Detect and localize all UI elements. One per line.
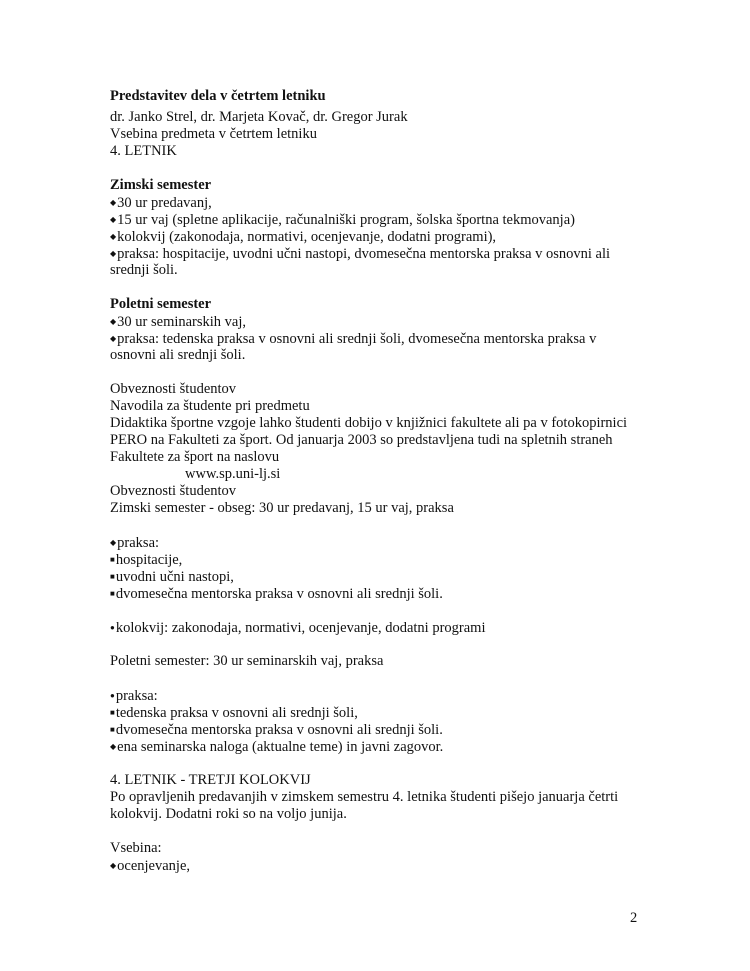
line-text: kolokvij. Dodatni roki so na voljo junija. xyxy=(110,805,347,822)
blank-line xyxy=(110,636,650,653)
text-line xyxy=(110,857,650,874)
text-line xyxy=(110,126,650,143)
text-line xyxy=(110,194,650,211)
text-line xyxy=(110,296,650,313)
square-bullet-icon: ■ xyxy=(110,588,115,598)
line-text: srednji šoli. xyxy=(110,261,178,278)
text-line xyxy=(110,534,650,551)
text-line xyxy=(110,789,650,806)
line-text: dr. Janko Strel, dr. Marjeta Kovač, dr. Gregor Jurak xyxy=(110,108,408,125)
text-line xyxy=(110,619,650,636)
line-text: praksa: hospitacije, uvodni učni nastopi, dvomesečna mentorska praksa v osnovni ali xyxy=(117,245,611,262)
diamond-bullet-icon: ◆ xyxy=(110,214,117,224)
diamond-bullet-icon: ◆ xyxy=(110,860,117,870)
line-text: Zimski semester xyxy=(110,176,212,193)
line-text: Obveznosti študentov xyxy=(110,380,237,397)
text-line xyxy=(110,772,650,789)
text-line xyxy=(110,483,650,500)
blank-line xyxy=(110,823,650,840)
line-text: hospitacije, xyxy=(115,551,183,568)
diamond-bullet-icon: ◆ xyxy=(110,248,117,258)
blank-line xyxy=(110,160,650,177)
line-text: tedenska praksa v osnovni ali srednji šoli, xyxy=(115,704,358,721)
line-text: 4. LETNIK - TRETJI KOLOKVIJ xyxy=(110,771,311,788)
line-text: www.sp.uni-lj.si xyxy=(185,465,281,482)
text-line xyxy=(110,551,650,568)
text-line xyxy=(110,653,650,670)
line-text: praksa: xyxy=(115,687,158,704)
text-line xyxy=(110,449,650,466)
line-text: Vsebina: xyxy=(110,839,162,856)
text-line xyxy=(110,466,650,483)
blank-line xyxy=(110,602,650,619)
line-text: osnovni ali srednji šoli. xyxy=(110,346,246,363)
text-line xyxy=(110,245,650,262)
text-line xyxy=(110,568,650,585)
line-text: Didaktika športne vzgoje lahko študenti dobijo v knjižnici fakultete ali pa v fotokopirnici xyxy=(110,414,628,431)
line-text: dvomesečna mentorska praksa v osnovni ali srednji šoli. xyxy=(115,585,443,602)
line-text: Poletni semester xyxy=(110,295,212,312)
text-line xyxy=(110,347,650,364)
text-line xyxy=(110,415,650,432)
text-line xyxy=(110,143,650,160)
text-line xyxy=(110,211,650,228)
circle-bullet-icon: ● xyxy=(110,622,115,632)
text-line xyxy=(110,381,650,398)
line-text: 4. LETNIK xyxy=(110,142,177,159)
blank-line xyxy=(110,517,650,534)
line-text: praksa: tedenska praksa v osnovni ali srednji šoli, dvomesečna mentorska praksa v xyxy=(117,330,597,347)
square-bullet-icon: ■ xyxy=(110,571,115,581)
blank-line xyxy=(110,755,650,772)
text-line xyxy=(110,398,650,415)
text-line xyxy=(110,806,650,823)
diamond-bullet-icon: ◆ xyxy=(110,316,117,326)
text-line xyxy=(110,738,650,755)
text-line xyxy=(110,585,650,602)
text-line xyxy=(110,432,650,449)
line-text: Navodila za študente pri predmetu xyxy=(110,397,310,414)
square-bullet-icon: ■ xyxy=(110,554,115,564)
line-text: ena seminarska naloga (aktualne teme) in javni zagovor. xyxy=(117,738,444,755)
text-line xyxy=(110,109,650,126)
line-text: 15 ur vaj (spletne aplikacije, računalniški program, šolska športna tekmovanja) xyxy=(117,211,575,228)
circle-bullet-icon: ● xyxy=(110,690,115,700)
line-text: 30 ur seminarskih vaj, xyxy=(117,313,247,330)
text-line xyxy=(110,228,650,245)
line-text: Poletni semester: 30 ur seminarskih vaj, praksa xyxy=(110,652,384,669)
diamond-bullet-icon: ◆ xyxy=(110,231,117,241)
blank-line xyxy=(110,670,650,687)
diamond-bullet-icon: ◆ xyxy=(110,537,117,547)
line-text: kolokvij (zakonodaja, normativi, ocenjevanje, dodatni programi), xyxy=(117,228,497,245)
text-line xyxy=(110,704,650,721)
line-text: Zimski semester - obseg: 30 ur predavanj, 15 ur vaj, praksa xyxy=(110,499,454,516)
blank-line xyxy=(110,279,650,296)
line-text: uvodni učni nastopi, xyxy=(115,568,234,585)
line-text: Vsebina predmeta v četrtem letniku xyxy=(110,125,317,142)
text-line xyxy=(110,687,650,704)
diamond-bullet-icon: ◆ xyxy=(110,197,117,207)
line-text: Obveznosti študentov xyxy=(110,482,237,499)
line-text: Fakultete za šport na naslovu xyxy=(110,448,280,465)
line-text: ocenjevanje, xyxy=(117,857,191,874)
blank-line xyxy=(110,364,650,381)
square-bullet-icon: ■ xyxy=(110,724,115,734)
square-bullet-icon: ■ xyxy=(110,707,115,717)
text-line xyxy=(110,262,650,279)
text-line xyxy=(110,840,650,857)
line-text: dvomesečna mentorska praksa v osnovni ali srednji šoli. xyxy=(115,721,443,738)
line-text: praksa: xyxy=(117,534,160,551)
diamond-bullet-icon: ◆ xyxy=(110,741,117,751)
line-text: Po opravljenih predavanjih v zimskem semestru 4. letnika študenti pišejo januarja četrti xyxy=(110,788,619,805)
line-text: 30 ur predavanj, xyxy=(117,194,212,211)
line-text: PERO na Fakulteti za šport. Od januarja 2003 so predstavljena tudi na spletnih straneh xyxy=(110,431,613,448)
document-title: Predstavitev dela v četrtem letniku xyxy=(110,88,326,104)
line-text: kolokvij: zakonodaja, normativi, ocenjevanje, dodatni programi xyxy=(115,619,486,636)
page-number: 2 xyxy=(630,910,638,926)
text-line xyxy=(110,500,650,517)
text-line xyxy=(110,313,650,330)
text-line xyxy=(110,177,650,194)
text-line xyxy=(110,330,650,347)
document-body xyxy=(110,109,650,874)
text-line xyxy=(110,721,650,738)
diamond-bullet-icon: ◆ xyxy=(110,333,117,343)
